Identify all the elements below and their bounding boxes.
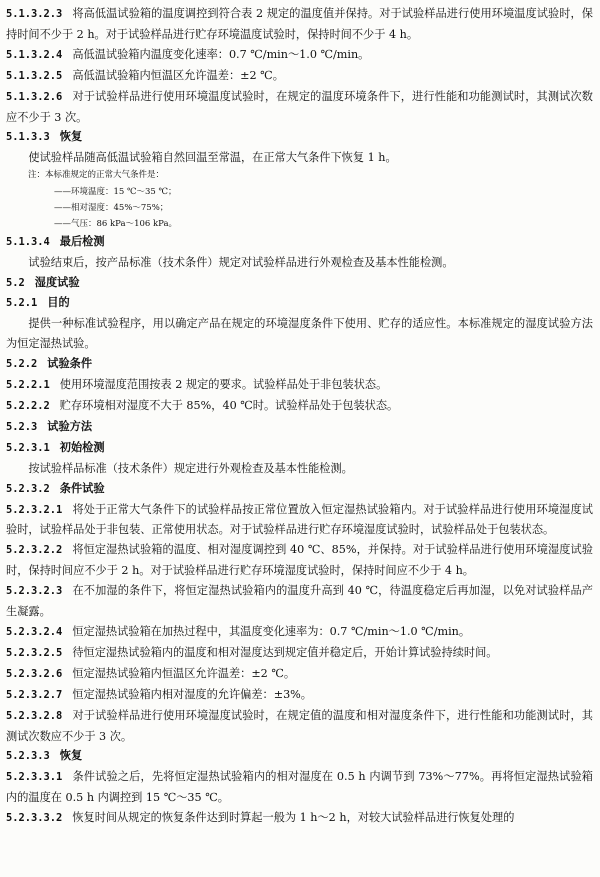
section-title: 初始检测 [59,440,105,454]
clause [6,664,593,685]
clause-number: 5.2.3.1 [6,441,50,454]
clause-text: 将处于正常大气条件下的试验样品按正常位置放入恒定湿热试验箱内。对于试验样品进行使用环境湿度试验时，试验样品处于非包装、正常使用状态。对于试验样品进行贮存环境湿度试验时，试验样品处于包装状态。 [6,502,593,537]
clause-number: 5.2.3.3.1 [6,771,63,784]
clause-number: 5.1.3.2.5 [6,69,63,82]
clause-text: 恒定湿热试验箱在加热过程中，其温度变化速率为：0.7 ℃/min～1.0 ℃/min。 [72,624,471,638]
clause-number: 5.1.3.2.3 [6,8,63,20]
clause-number: 5.2.3.2.3 [6,585,63,598]
clause-text: 将恒定湿热试验箱的温度、相对湿度调控到 40 ℃、85%，并保持。对于试验样品进行使用环境湿度试验时，保持时间应不少于 2 h。对于试验样品进行贮存环境湿度试验时，保持时间应不少于 4 h。 [6,543,593,578]
section-heading [6,479,593,500]
clause [6,581,593,622]
clause [6,396,593,417]
section-heading [6,273,593,294]
clause [6,643,593,664]
clause-number: 5.2.3.2.2 [6,544,63,557]
section-title: 试验条件 [47,357,93,371]
section-title: 最后检测 [59,234,105,248]
clause [6,375,593,396]
clause-number: 5.1.3.3 [6,131,50,144]
clause-number: 5.2.1 [6,297,38,310]
paragraph: 按试验样品标准（技术条件）规定进行外观检查及基本性能检测。 [28,461,353,475]
section-heading [6,127,593,148]
note-item: ——环境温度：15 ℃～35 ℃； [54,186,177,197]
section-title: 目的 [47,296,70,310]
clause [6,685,593,706]
clause-text: 将高低温试验箱的温度调控到符合表 2 规定的温度值并保持。对于试验样品进行使用环境温度试验时，保持时间不少于 2 h。对于试验样品进行贮存环境温度试验时，保持时间不少于 4 h。 [6,7,593,41]
paragraph: 使试验样品随高低温试验箱自然回温至常温，在正常大气条件下恢复 1 h。 [28,151,397,165]
clause-number: 5.1.3.2.4 [6,48,63,61]
clause-number: 5.2 [6,276,25,289]
section-heading [6,746,593,767]
section-heading [6,417,593,438]
clause [6,87,593,128]
section-title: 试验方法 [47,419,93,433]
note-item: ——气压：86 kPa～106 kPa。 [54,218,178,229]
clause [6,808,593,829]
clause [6,45,593,66]
clause-number: 5.2.3 [6,420,38,433]
clause-text: 高低温试验箱内恒温区允许温差：±2 ℃。 [72,68,284,82]
clause-number: 5.2.3.3 [6,750,50,763]
section-title: 恢复 [59,749,83,763]
clause-text: 对于试验样品进行使用环境湿度试验时，在规定值的温度和相对湿度条件下，进行性能和功能测试时，其测试次数应不少于 3 次。 [6,708,593,743]
section-title: 湿度试验 [34,275,80,289]
clause-text: 恢复时间从规定的恢复条件达到时算起一般为 1 h～2 h，对较大试验样品进行恢复处理的 [72,811,515,825]
clause-text: 使用环境湿度范围按表 2 规定的要求。试验样品处于非包装状态。 [59,378,388,392]
section-heading [6,293,593,314]
clause-text: 待恒定湿热试验箱内的温度和相对湿度达到规定值并稳定后，开始计算试验持续时间。 [72,645,498,659]
clause-number: 5.2.3.2.6 [6,667,63,680]
section-title: 条件试验 [59,481,105,495]
clause [6,500,593,541]
clause-number: 5.2.3.2.5 [6,646,63,659]
clause-number: 5.2.3.2.1 [6,503,63,516]
clause [6,66,593,87]
clause-number: 5.2.3.3.2 [6,812,63,825]
clause [6,540,593,581]
clause [6,767,593,808]
note-item: ——相对湿度：45%～75%； [54,202,169,213]
section-heading [6,232,593,253]
paragraph: 试验结束后，按产品标准（技术条件）规定对试验样品进行外观检查及基本性能检测。 [28,255,454,269]
clause-number: 5.2.3.2 [6,482,50,495]
clause-number: 5.2.3.2.8 [6,709,63,722]
paragraph: 提供一种标准试验程序，用以确定产品在规定的环境湿度条件下使用、贮存的适应性。本标准规定的湿度试验方法为恒定湿热试验。 [6,317,593,351]
note-heading: 注：本标准规定的正常大气条件是： [28,170,165,181]
clause-number: 5.2.2 [6,358,38,371]
clause [6,4,593,45]
clause [6,622,593,643]
clause-text: 贮存环境相对湿度不大于 85%，40 ℃时。试验样品处于包装状态。 [59,399,399,412]
clause-text: 恒定湿热试验箱内恒温区允许温差：±2 ℃。 [72,666,296,680]
clause-text: 恒定湿热试验箱内相对湿度的允许偏差：±3%。 [72,687,312,701]
clause-number: 5.2.3.2.7 [6,688,63,701]
clause-text: 高低温试验箱内温度变化速率：0.7 ℃/min～1.0 ℃/min。 [72,47,370,61]
clause-number: 5.1.3.2.6 [6,90,63,103]
clause-text: 对于试验样品进行使用环境温度试验时，在规定的温度环境条件下，进行性能和功能测试时，其测试次数应不少于 3 次。 [6,89,593,124]
clause-text: 在不加湿的条件下，将恒定湿热试验箱内的温度升高到 40 ℃，待温度稳定后再加湿，以免对试验样品产生凝露。 [6,584,593,619]
section-heading [6,438,593,459]
clause-number: 5.2.2.2 [6,400,50,412]
clause-number: 5.2.2.1 [6,379,50,392]
clause [6,706,593,747]
clause-number: 5.1.3.4 [6,235,50,248]
section-heading [6,354,593,375]
section-title: 恢复 [59,130,83,144]
clause-number: 5.2.3.2.4 [6,625,63,638]
clause-text: 条件试验之后，先将恒定湿热试验箱内的相对湿度在 0.5 h 内调节到 73%～77%。再将恒定湿热试验箱内的温度在 0.5 h 内调控到 15 ℃～35 ℃。 [6,770,593,805]
